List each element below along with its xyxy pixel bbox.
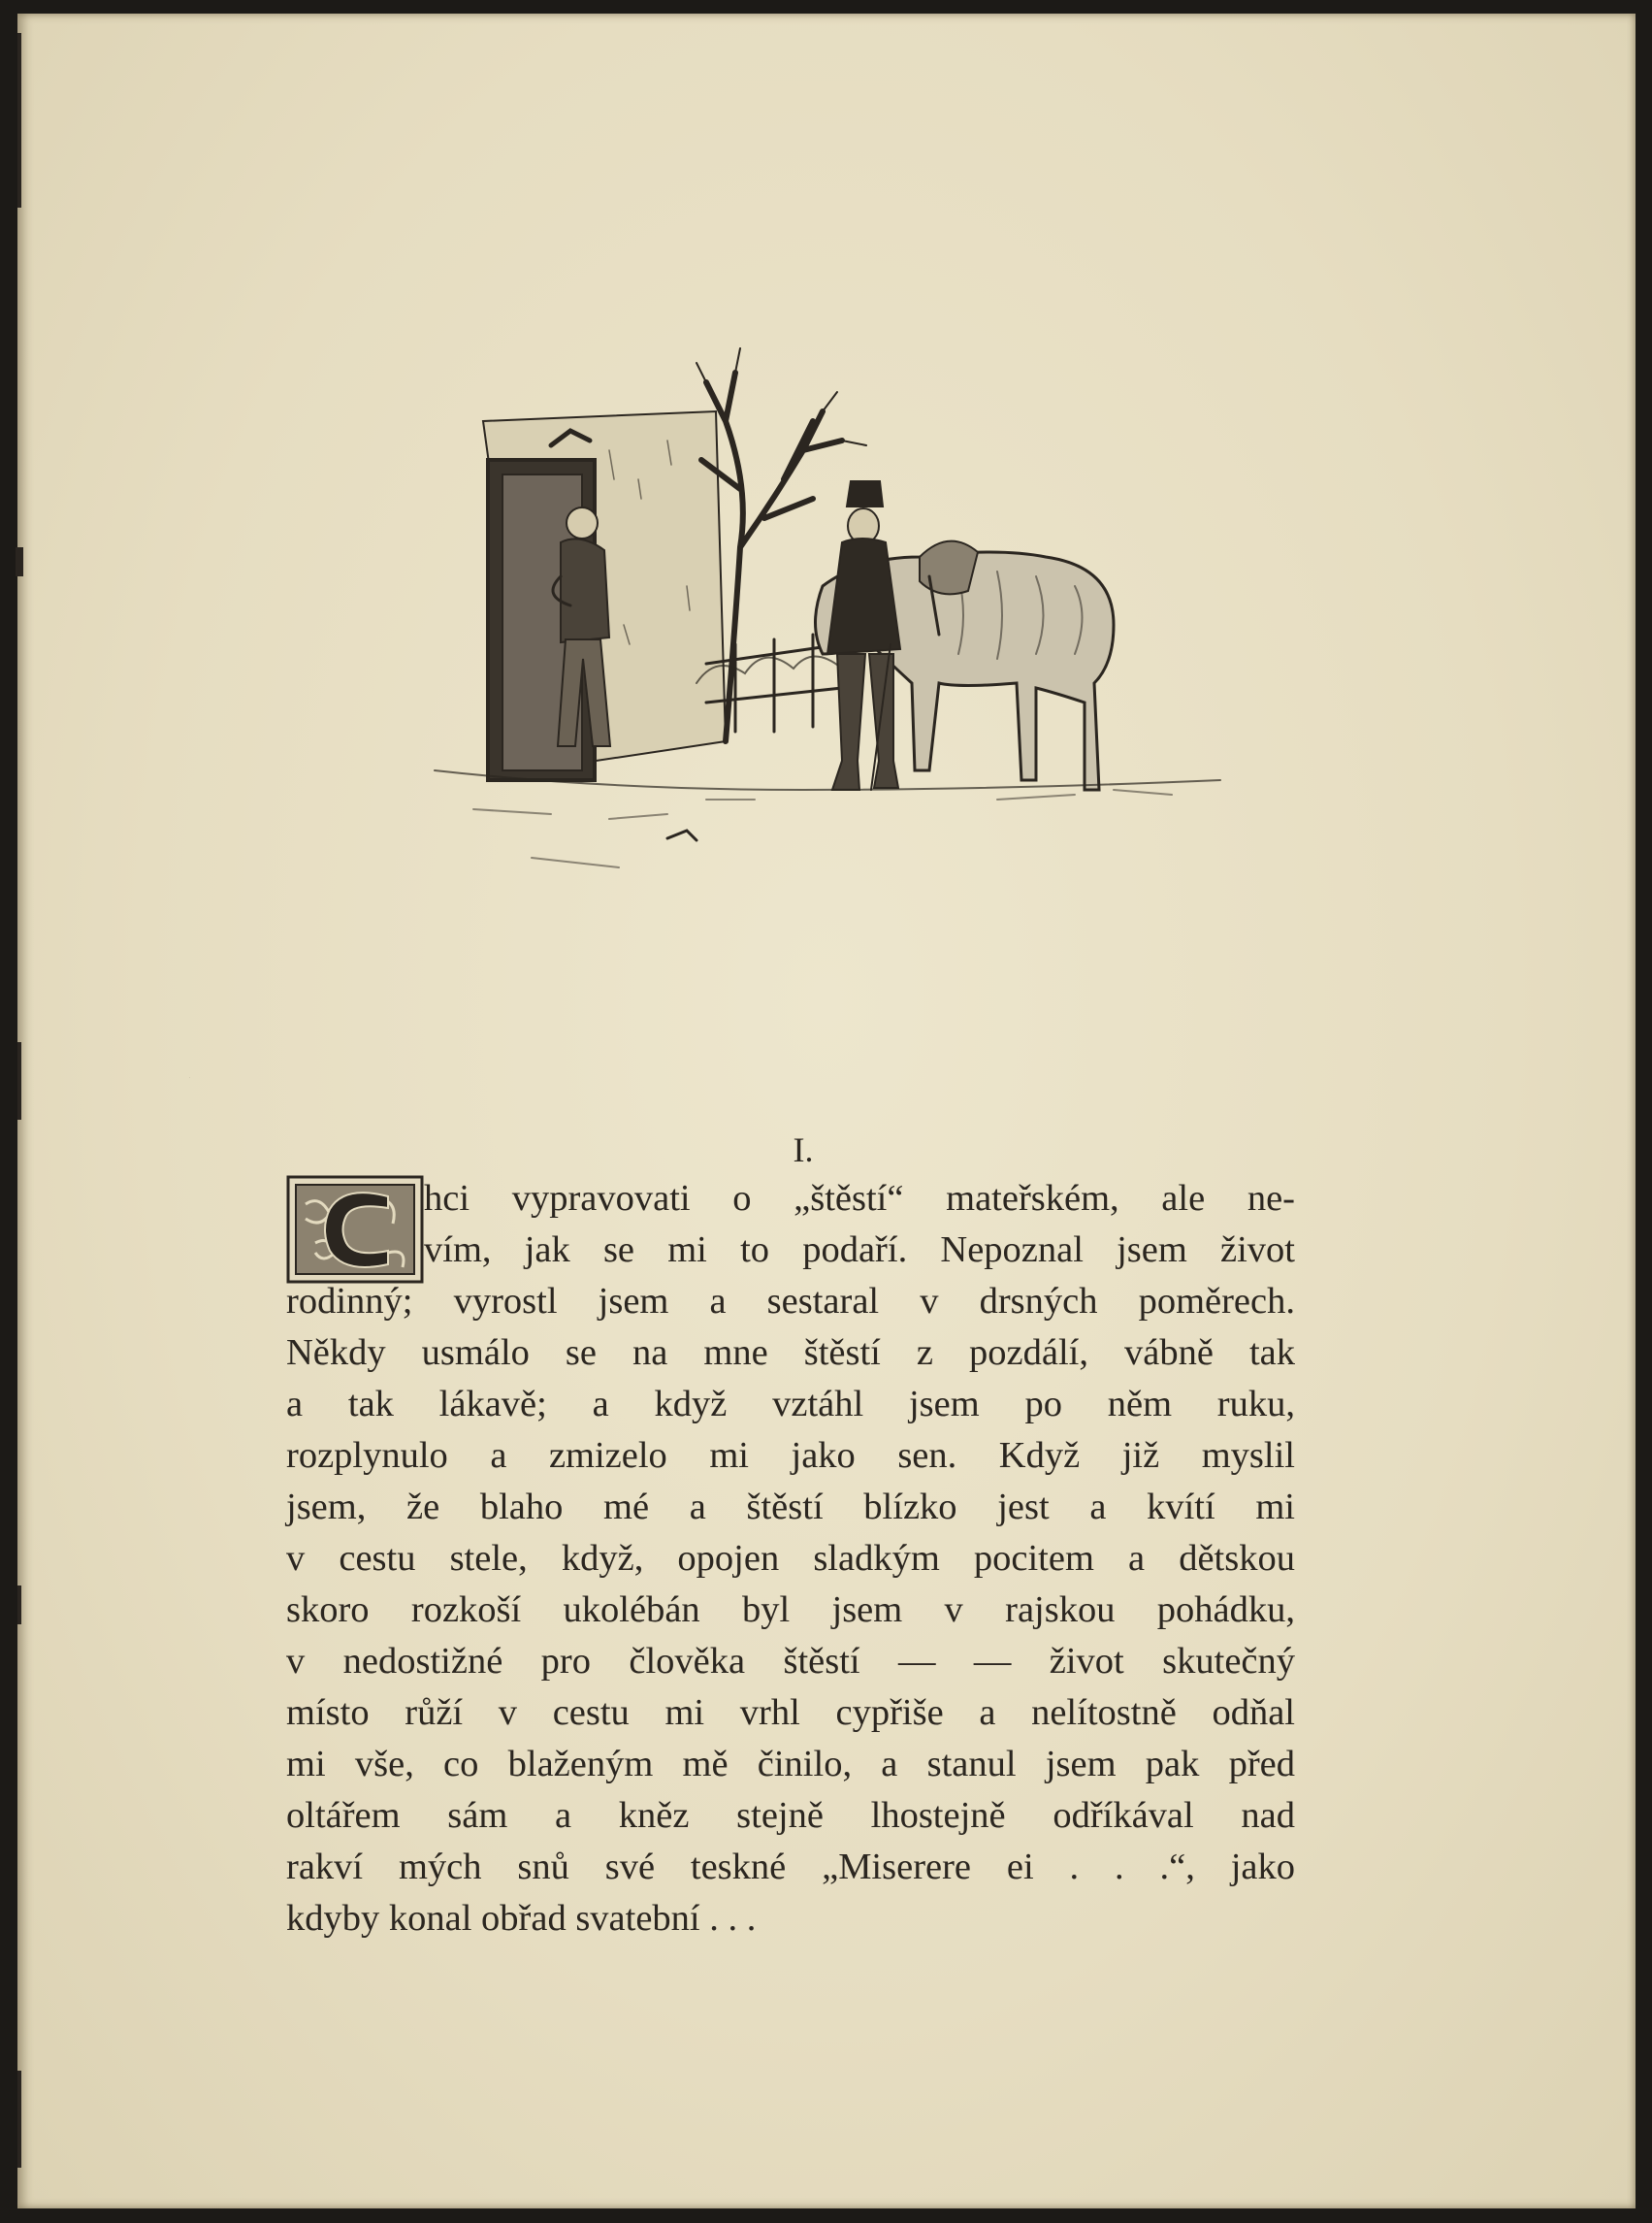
text-line: skoro rozkoší ukolébán byl jsem v rajskou pohádku, [286,1589,1295,1630]
body-text [286,1173,1295,1945]
text-line: Někdy usmálo se na mne štěstí z pozdálí, vábně tak [286,1332,1295,1373]
binding-mark [17,2071,21,2168]
book-page [17,14,1636,2208]
text-line: jsem, že blaho mé a štěstí blízko jest a kvítí mi [286,1487,1295,1527]
binding-mark [17,1586,21,1624]
text-line: a tak lákavě; a když vztáhl jsem po něm ruku, [286,1384,1295,1424]
binding-mark [16,547,23,576]
text-line: v nedostižné pro člověka štěstí — — život skutečný [286,1641,1295,1682]
binding-mark [17,33,21,208]
text-line: rozplynulo a zmizelo mi jako sen. Když již myslil [286,1435,1295,1476]
text-line: vím, jak se mi to podaří. Nepoznal jsem život [424,1229,1295,1270]
text-line: mi vše, co blaženým mě činilo, a stanul jsem pak před [286,1744,1295,1784]
text-line: v cestu stele, když, opojen sladkým pocitem a dětskou [286,1538,1295,1579]
text-line: hci vypravovati o „štěstí“ mateřském, ale ne- [424,1178,1295,1219]
engraving-illustration [415,334,1230,935]
binding-mark [17,1042,21,1120]
text-line: oltářem sám a kněz stejně lhostejně odříkával nad [286,1795,1295,1836]
dropcap-letter: C [189,1078,190,1079]
text-line: místo růží v cestu mi vrhl cypřiše a nelítostně odňal [286,1692,1295,1733]
chapter-number: I. [793,1130,814,1169]
text-line: kdyby konal obřad svatební . . . [286,1898,757,1939]
text-line: rodinný; vyrostl jsem a sestaral v drsných poměrech. [286,1281,1295,1322]
text-line: rakví mých snů své teskné „Miserere ei . . .“, jako [286,1847,1295,1887]
